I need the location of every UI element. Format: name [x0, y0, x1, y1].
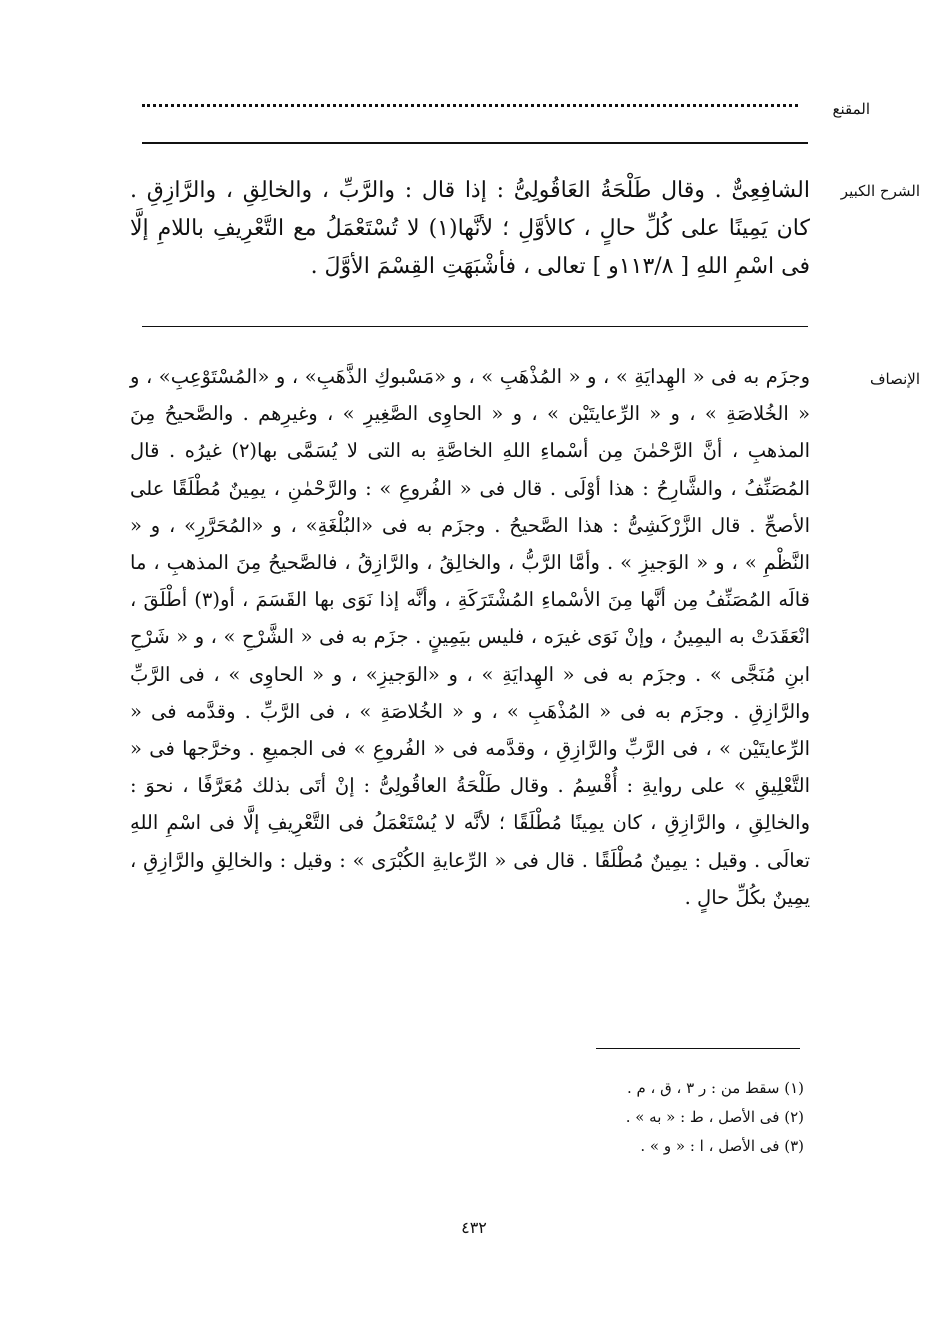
insaf-text: وجزَم به فى « الهِدايَةِ » ، و « المُذْهَبِ » ، و «مَسْبوكِ الذَّهَبِ» ، و «المُسْتَوْعِبِ» ، و « الخُلاصَةِ » ، و « الرِّعايتَيْن » ، و « الحاوِى الصَّغِيرِ » ، وغيرِهم . والصَّحيحُ مِنَ المذهبِ ، أنَّ الرَّحْمٰنَ مِن أسْماءِ اللهِ الخاصَّةِ به التى لا يُسَمَّى بها(٢) غيرُه . قال المُصَنِّفُ ، والشَّارِحُ : هذا أوْلَى . قال فى « الفُروعِ » : والرَّحْمٰنِ ، يمِينٌ مُطْلَقًا على الأصحِّ . قال الزَّرْكَشِىُّ : هذا الصَّحيحُ . وجزَم به فى «البُلْغَةِ» ، و «المُحَرَّرِ» ، و « النَّظْمِ » ، و « الوَجيزِ » . وأمَّا الرَّبُّ ، والخالِقُ ، والرَّازِقُ ، فالصَّحيحُ مِنَ المذهبِ ، ما قالَه المُصَنِّفُ مِن أنَّها مِنَ الأسْماءِ المُشْتَرَكَةِ ، وأنَّه إذا نَوَى بها القَسَمَ ، أو(٣) أطْلَقَ ، انْعَقَدَتْ به اليمِينُ ، وإنْ نَوَى غيرَه ، فليس بيَمِينٍ . جزَم به فى « الشَّرْحِ » ، و « شَرْحِ ابنِ مُنَجَّى » . وجزَم به فى « الهِدايَةِ » ، و «الوَجيزِ» ، و « الحاوِى » ، فى الرَّبِّ والرَّازِقِ . وجزَم به فى « المُذْهَبِ » ، و « الخُلاصَةِ » ، فى الرَّبِّ . وقدَّمه فى « الرِّعايتَيْن » ، فى الرَّبِّ والرَّازِقِ ، وقدَّمه فى « الفُروعِ » فى الجميعِ . وخرَّجها فى « التَّعْلِيقِ » على روايةِ : أُقْسِمُ . وقال طَلْحَةُ العاقُولِىُّ : إنْ أتَى بذلك مُعَرَّفًا ، نحوَ : والخالِقِ ، والرَّازِقِ ، كان يمِينًا مُطْلَقًا ؛ لأنَّه لا يُسْتَعْمَلُ فى التَّعْرِيفِ إلَّا فى اسْمِ اللهِ تعالَى . وقيل : يمِينٌ مُطْلَقًا . قال فى « الرِّعايةِ الكُبْرَى » : وقيل : والخالِقِ والرَّازِقِ ، يمِينٌ بكُلِّ حالٍ .: [130, 365, 810, 909]
footnotes: [404, 1074, 804, 1161]
footnote-2: (٢) فى الأصل ، ط : « به » .: [625, 1108, 804, 1126]
footnote-3: (٣) فى الأصل ، ا : « و » .: [640, 1137, 804, 1155]
section-divider: [142, 326, 808, 327]
footnote-rule: [596, 1048, 800, 1049]
header-dotted-leader: [142, 104, 798, 107]
header-rule: [142, 142, 808, 144]
page-number: ٤٣٢: [461, 1218, 487, 1237]
footnote-1: (١) سقط من : ر ٣ ، ق ، م .: [626, 1079, 804, 1097]
insaf-section-label: الإنصاف: [869, 370, 920, 388]
header-book-title: المقنع: [832, 100, 870, 118]
sharh-section-label: الشرح الكبير: [840, 182, 920, 200]
sharh-text: الشافِعِىٌّ . وقال طَلْحَةُ العَاقُولِىُّ : إذا قال : والرَّبِّ ، والخالِقِ ، والرَّازِقِ . كان يَمِينًا على كُلِّ حالٍ ، كالأوَّلِ ؛ لأنَّها(١) لا تُسْتَعْمَلُ مع التَّعْرِيفِ باللامِ إلَّا فى اسْمِ اللهِ [ ١١٣/٨و ] تعالى ، فأشْبَهَتِ القِسْمَ الأوَّلَ .: [130, 178, 810, 279]
